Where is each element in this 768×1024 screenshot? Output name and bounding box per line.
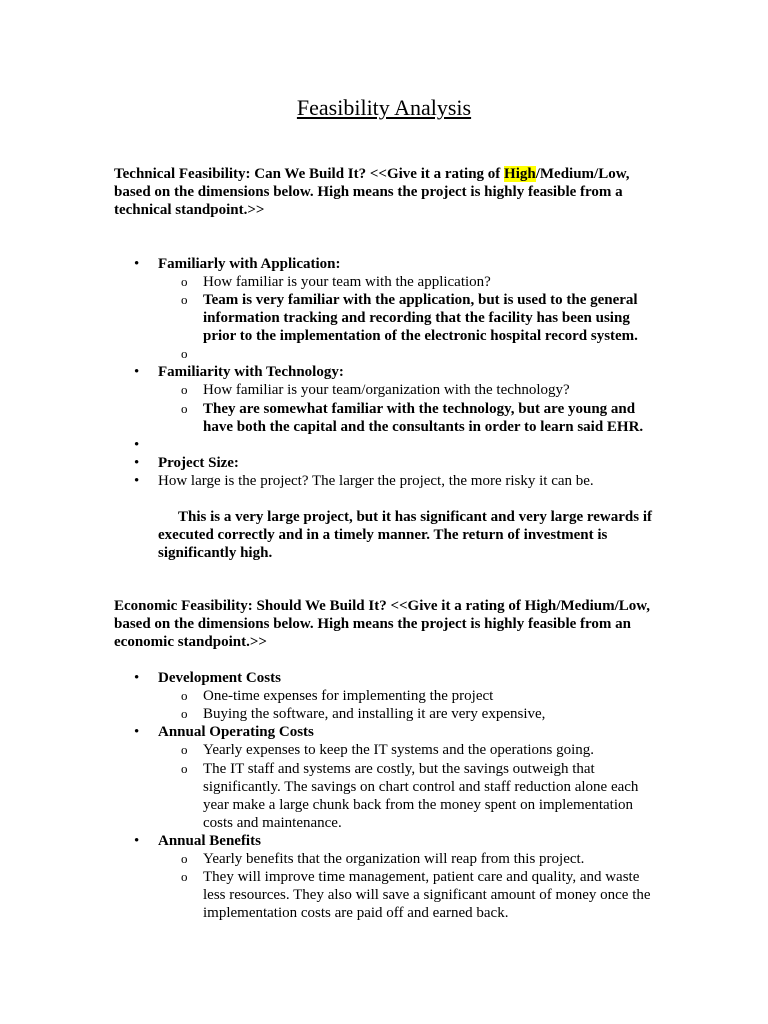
sub-bullet-marker: o [181,382,188,397]
sub-item-text: How familiar is your team with the application? [203,274,491,290]
sub-item [181,741,658,759]
sub-bullet-marker: o [181,869,188,884]
bullet-marker: • [134,364,140,380]
sub-bullet-marker: o [181,688,188,703]
sub-bullet-marker: o [181,706,188,721]
bullet-marker: • [134,437,140,453]
project-size-answer: This is a very large project, but it has significant and very large rewards if executed correctly and in a timely manner. The return of investment is significantly high. [158,509,652,561]
list-item-development-costs [134,669,658,687]
technical-intro-post: /Medium/Low, based on the dimensions below. High means the project is highly feasible from a technical standpoint.>> [114,166,630,218]
sub-bullet-marker: o [181,346,188,361]
bullet-marker: • [134,256,140,272]
list-item-project-size-question [134,472,658,490]
sub-item-text: How familiar is your team/organization with the technology? [203,382,570,398]
technical-intro-pre: Technical Feasibility: Can We Build It? <<Give it a rating of [114,166,505,182]
list-item-familiarity-technology [134,363,658,381]
sub-bullet-marker: o [181,401,188,416]
document-title: Feasibility Analysis [296,95,472,120]
sub-item-text: They are somewhat familiar with the technology, but are young and have both the capital and the consultants in order to learn said EHR. [203,401,644,435]
list-item-annual-operating-costs [134,723,658,741]
item-label: Familiarity with Technology: [158,364,344,380]
sub-item [181,687,658,705]
sub-bullet-marker: o [181,274,188,289]
sub-item-text: They will improve time management, patient care and quality, and waste less resources. They also will save a significant amount of money once the implementation costs are paid off and earned back. [203,869,651,921]
sub-item [181,850,658,868]
sub-item-text: Buying the software, and installing it are very expensive, [203,706,546,722]
item-label: Familiarly with Application: [158,256,341,272]
sub-item-text: The IT staff and systems are costly, but the savings outweigh that significantly. The savings on chart control and staff reduction alone each year make a large chunk back from the money spent on implementation costs and maintenance. [203,761,639,831]
rating-highlight: High [504,166,536,182]
sub-item-question [181,381,658,399]
bullet-marker: • [134,670,140,686]
sub-item-text: Team is very familiar with the application, but is used to the general information tracking and recording that the facility has been using prior to the implementation of the electronic hospital record system. [203,292,638,344]
sub-item [181,705,658,723]
technical-feasibility-intro [114,165,654,219]
list-item-project-size [134,454,658,472]
list-item-annual-benefits [134,832,658,850]
sub-item-text: Yearly expenses to keep the IT systems and the operations going. [203,742,595,758]
bullet-marker: • [134,724,140,740]
sub-item [181,868,658,922]
sub-item-text: One-time expenses for implementing the project [203,688,494,704]
bullet-marker: • [134,833,140,849]
bullet-marker: • [134,473,140,489]
item-label: Annual Operating Costs [158,724,314,740]
sub-item-answer [181,400,658,436]
sub-bullet-marker: o [181,292,188,307]
sub-item [181,760,658,832]
sub-item-answer [181,291,658,345]
sub-item-text: Yearly benefits that the organization will reap from this project. [203,851,585,867]
list-item-familiarity-application [134,255,658,273]
item-label: Development Costs [158,670,281,686]
bullet-marker: • [134,455,140,471]
sub-bullet-marker: o [181,761,188,776]
sub-bullet-marker: o [181,851,188,866]
economic-feasibility-intro: Economic Feasibility: Should We Build It? <<Give it a rating of High/Medium/Low, based on the dimensions below. High means the project is highly feasible from an economic standpoint.>> [114,598,651,650]
item-label: Annual Benefits [158,833,261,849]
item-label: Project Size: [158,455,239,471]
item-text: How large is the project? The larger the project, the more risky it can be. [158,473,594,489]
sub-bullet-marker: o [181,742,188,757]
sub-item-question [181,273,658,291]
